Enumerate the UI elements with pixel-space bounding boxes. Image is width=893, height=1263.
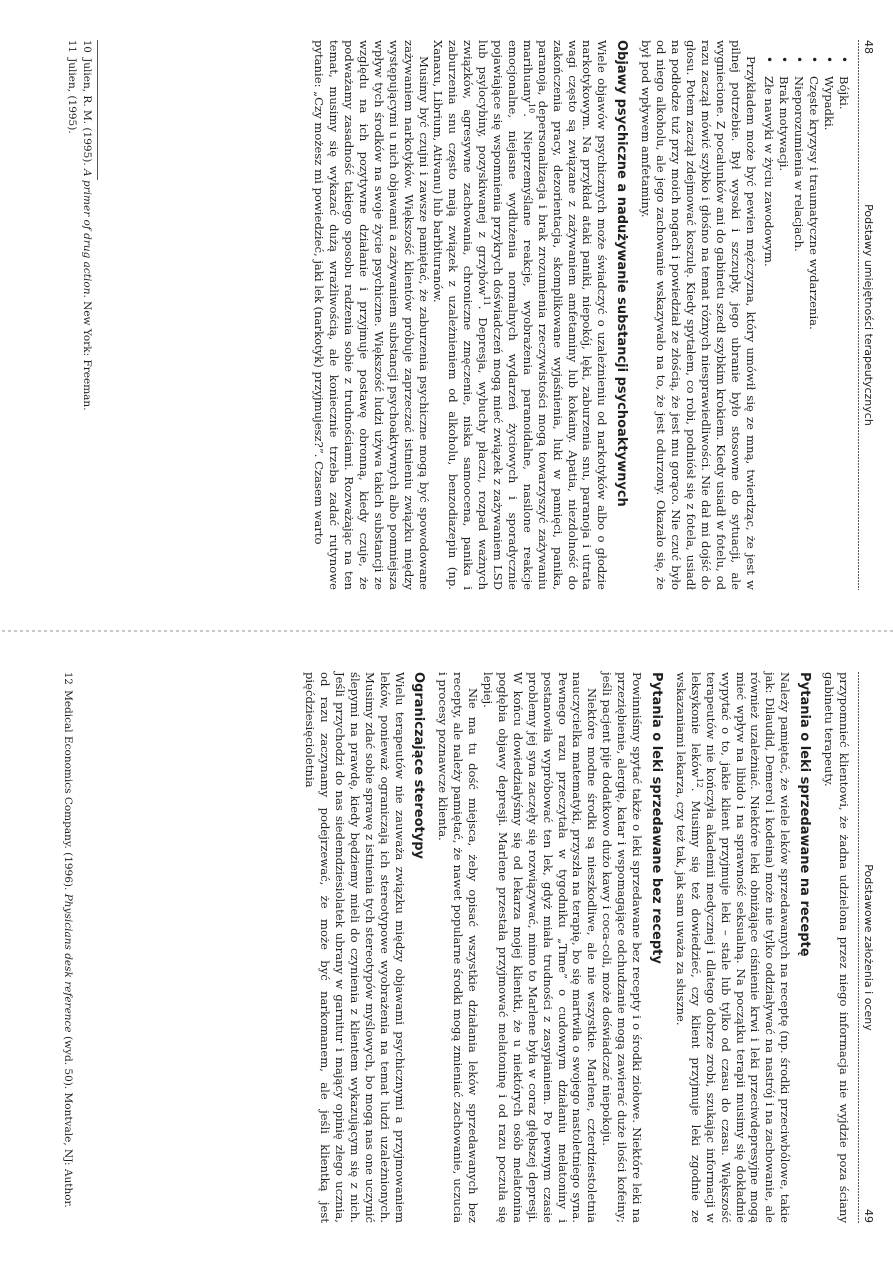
footnote xyxy=(79,40,94,590)
footnotes xyxy=(64,40,98,590)
text-span: Wiele objawów psychicznych może świadczyć o uzależnieniu od narkotyków albo o głodzie narkotykowym. Na przykład ataki paniki, niepokój, lęki, zaburzenia snu, paranoja i utrata wagi często są związane z zażywaniem amfetaminy lub kokainy. Apatia, niezdolność do zakończenia pracy, dezorientacja, skomplikowane wyjaśnienia, luki w pamięci, panika, paranoja, depersonalizacja i brak zrozumienia rzeczywistości mogą towarzyszyć zażywaniu marihuany xyxy=(520,40,610,590)
page-body xyxy=(302,672,851,1223)
running-title: Podstawowe założenia i oceny xyxy=(862,864,875,1031)
text-span: . Depresja, wybuchy płaczu, rozpad ważnych związków, agresywne zachowania, chroniczne zmęczenie, niska samoocena, panika i zaburzenia snu często mają związek z uzależnieniem od alkoholu, benzodiazepin (np. Xanaxu, Librium, Ativanu) lub barbituranów. xyxy=(431,40,491,591)
footnote xyxy=(60,672,75,1223)
footnote-ref: 10 xyxy=(526,103,536,114)
footnote-author: Julien, (1995). xyxy=(66,58,78,134)
otc-paragraph: Powinniśmy spytać także o leki sprzedawane bez recepty i o środki ziołowe. Niektóre leki na przeziębienie, alergię, katar i wspomagające odchudzanie mogą zawierać duże ilości kofeiny; jeśli pacjent pije dodatkowo dużo kawy i coca-coli, może doświadczać niepokoju. xyxy=(600,672,645,1223)
footnote-number: 11 xyxy=(66,40,77,53)
footnote-author: Julien, R. M. (1995). xyxy=(81,58,93,170)
section-heading: Objawy psychiczne a nadużywanie substancji psychoaktywnych xyxy=(614,40,630,507)
footnote-author: Medical Economics Company. (1996). xyxy=(62,690,74,894)
list-item: • Wypadki. xyxy=(821,76,836,590)
header-rule xyxy=(858,40,859,590)
footnote xyxy=(64,40,79,590)
page-49 xyxy=(0,632,893,1263)
page-number: 48 xyxy=(862,40,875,54)
running-title: Podstawy umiejętności terapeutycznych xyxy=(862,204,875,426)
footnote-rest: . New York: Freeman. xyxy=(81,294,93,411)
footnotes xyxy=(60,672,75,1223)
vigilance-paragraph: Musimy być czujni i zawsze pamiętać, że zaburzenia psychiczne mogą być spowodowane zażywaniem narkotyków. Większość klientów próbuje zaprzeczać istnieniu związku między występującymi u nich objawami a zażywaniem substancji psychoaktywnych albo pomniejsza wpływ tych środków na swoje życie psychiczne. Większość ludzi używa takich substancji ze względu na ich pozytywne działanie i przyjmuje postawę obronną, kiedy czuje, że podważamy zasadność takiego sposobu radzenia sobie z trudnościami. Rozważając na ten temat, musimy się wykazać dużą wrażliwością, ale koniecznie trzeba zadać rutynowe pytanie: „Czy możesz mi powiedzieć, jaki lek (narkotyk) przyjmujesz?”. Czasem warto xyxy=(312,40,431,590)
section-heading: Ograniczające stereotypy xyxy=(411,672,427,859)
otc-paragraph: Nie ma tu dość miejsca, żeby opisać wszystkie działania leków sprzedawanych bez recepty, ale należy pamiętać, że nawet popularne środki mogą zmieniać zachowanie, uczucia i procesy poznawcze klienta. xyxy=(436,672,481,1223)
footnote-rest: (wyd. 50). Montvale, NJ: Author. xyxy=(62,1032,74,1208)
footnote-ref: 11 xyxy=(482,295,492,306)
footnote-number: 10 xyxy=(81,40,92,53)
footnote-rule xyxy=(97,40,98,180)
text-span: Należy pamiętać, że wiele leków sprzedawanych na receptę (np. środki przeciwbólowe, takie jak: Dilaudid, Demerol i kodeina) może nie tylko oddziaływać na nastrój i na zachowanie, ale również uzależniać. Niektóre leki obniżające ciśnienie krwi i leki przeciwdepresyjne mogą mieć wpływ na libido i na sprawność seksualną. Na początku terapii musimy się dokładnie wypytać o to, jakie klient przyjmuje leki – stale lub tylko od czasu do czasu. Większość terapeutów nie kończyła akademii medycznej i dlatego dobrze zrobi, szukając informacji w leksykonie leków xyxy=(688,672,793,1223)
text-span: . Musimy się też dowiedzieć, czy klient przyjmuje leki zgodnie ze wskazaniami lekarza, czy też tak, jak sam uważa za słuszne. xyxy=(673,672,703,1223)
header-rule xyxy=(858,672,859,1223)
page-48 xyxy=(0,0,893,630)
list-item: • Brak motywacji. xyxy=(776,76,791,590)
footnote-number: 12 xyxy=(62,672,73,685)
page-number: 49 xyxy=(862,1209,875,1223)
list-item: • Złe nawyki w życiu zawodowym. xyxy=(762,76,777,590)
list-item: • Bójki. xyxy=(836,76,851,590)
otc-paragraph: Niektóre modne środki są nieszkodliwe, ale nie wszystkie. Marlene, czterdziestoletnia nauczycielka matematyki, przyszła na terapię, bo się martwiła o swojego nastoletniego syna. Pewnego razu przeczytała w tygodniku „Time” o cudownym działaniu melatoniny i postanowiła wypróbować ten lek, gdyż miała trudności z zasypianiem. Po pewnym czasie problemy jej syna zaczęły się rozwiązywać, mimo to Marlene była w coraz głębszej depresji. W końcu dowiedziałyśmy się od lekarza mojej klientki, że u niektórych osób melatonina pogłębia objawy depresji. Marlene przestała przyjmować melatoninę i od razu poczuła się lepiej. xyxy=(481,672,600,1223)
rx-paragraph xyxy=(673,672,792,1223)
bullet-list xyxy=(762,40,851,590)
symptoms-paragraph xyxy=(431,40,610,590)
section-heading: Pytania o leki sprzedawane na receptę xyxy=(797,672,813,957)
list-item: • Nieporozumienia w relacjach. xyxy=(791,76,806,590)
intro-paragraph: przypomnieć klientowi, że żadna udzielona przez niego informacja nie wyjdzie poza ściany gabinetu terapeuty. xyxy=(822,672,851,1223)
example-paragraph: Przykładem może być pewien mężczyzna, który umówił się ze mną, twierdząc, że jest w pilnej potrzebie. Był wysoki i szczupły, jego ubranie było stosowne do sytuacji, ale wygniecione. Z pocałunków ani do gabinetu szedł szybkim krokiem. Kiedy usiadł w fotelu, od razu zaczął mówić szybko i głośno na temat różnych niesprawiedliwości. Nie dał mi dojść do głosu. Potem zaczął zdejmować koszulę. Kiedy spytałem, co robi, podniósł się z fotela, usiadł na podłodze tuż przy moich nogach i powiedział ze złością, że jest mu gorąco. Nie czuć było od niego alkoholu, ale jego zachowanie wskazywało na to, że jest odurzony. Okazało się, że był pod wpływem amfetaminy. xyxy=(639,40,758,590)
footnote-ref: 12 xyxy=(694,777,704,788)
stereotype-paragraph: Wielu terapeutów nie zauważa związku między objawami psychicznymi a przyjmowaniem leków, ponieważ ograniczają ich stereotypowe wyobrażenia na temat ludzi uzależnionych. Musimy zdać sobie sprawę z istnienia tych stereotypów myślowych, bo mogą nas one uczynić ślepymi na prawdę, kiedy będziemy mieli do czynienia z klientem wykazującym się z nich. Jeśli przychodzi do nas siedemdziesiolatek ubrany w garnitur i mający opinię złego ucznia, od razu zaczynamy podejrzewać, że może być narkomanem, ale jeśli klientką jest pięćdziesięcioletnia xyxy=(303,672,407,1223)
text-span: . Nieprzemyślane reakcje, wyobrażenia paranoidalne, nasilone reakcje emocjonalne, niejasne wydłużenia normalnych wydarzeń życiowych i sporadycznie pojawiające się wspomnienia przykrych doświadczeń mogą mieć związek z zażywaniem LSD lub psylocybiny, pozyskiwanej z grzybów xyxy=(476,40,535,590)
page-body xyxy=(311,40,851,590)
footnote-title: Physicians desk reference xyxy=(62,893,74,1033)
section-heading: Pytania o leki sprzedawane bez recepty xyxy=(649,672,665,964)
page-header xyxy=(859,40,875,590)
footnote-title: A primer of drug action xyxy=(81,169,93,295)
page-header xyxy=(859,672,875,1223)
list-item: • Częste kryzysy i traumatyczne wydarzenia. xyxy=(806,76,821,590)
